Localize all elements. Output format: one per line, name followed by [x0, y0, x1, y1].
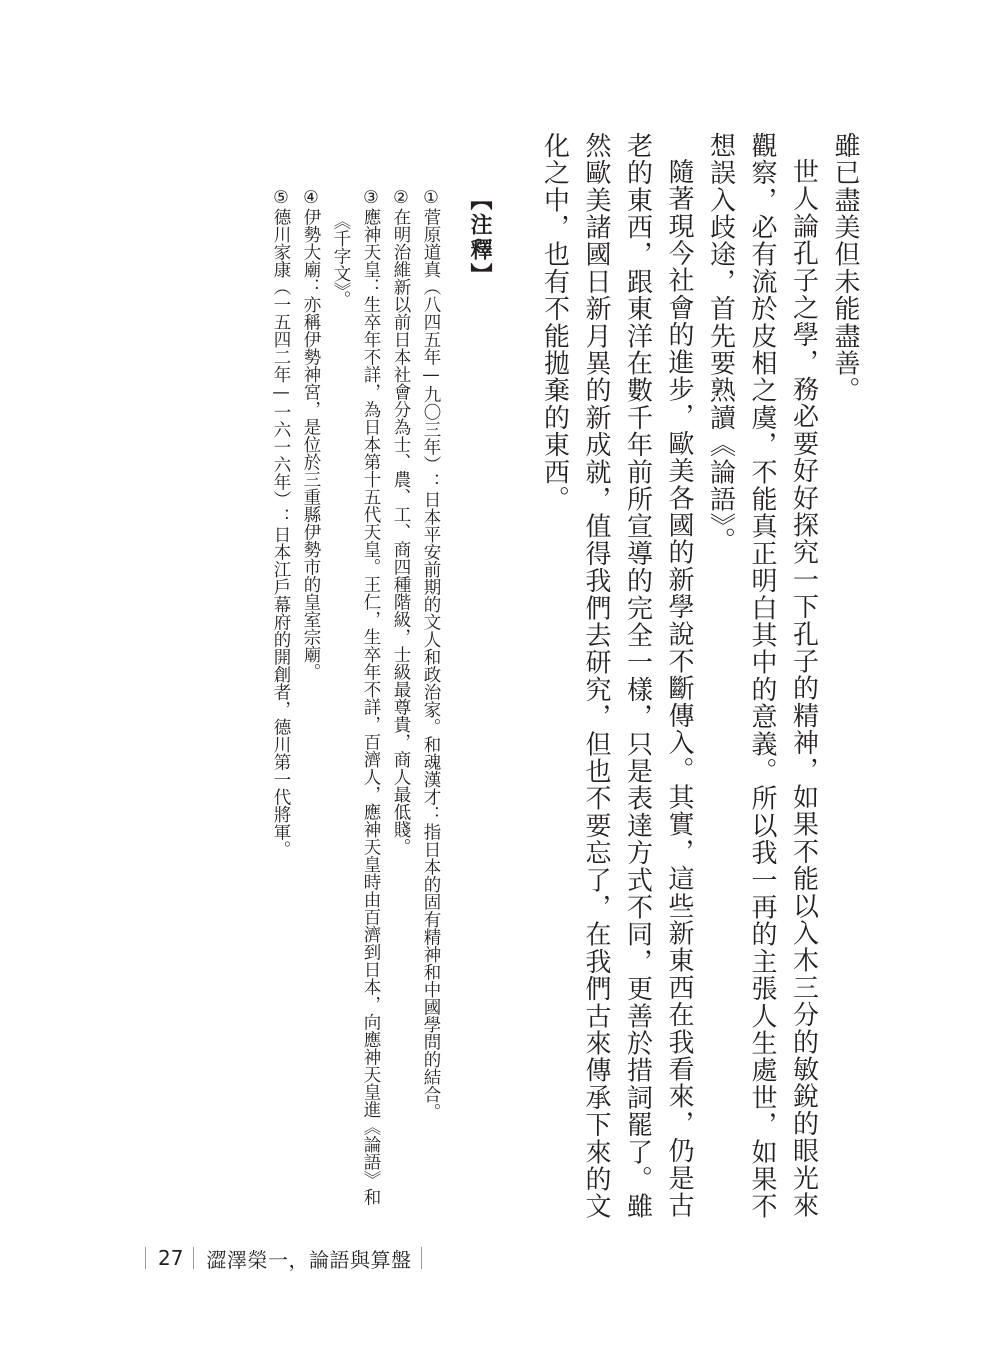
note-number: ⑤	[271, 188, 291, 208]
note-text: 菅原道真（八四五年—九〇三年）：日本平安前期的文人和政治家。和魂漢才：指日本的固有精神和中國學問的結合。	[421, 208, 441, 1121]
body-paragraph-2: 世人論孔子之學，務必要好好探究一下孔子的精神，如果不能以入木三分的敏銳的眼光來觀察，必有流於皮相之虞，不能真正明白其中的意義。所以我一再的主張人生處世，如果不想誤入歧途，首先要熟讀《論語》。	[705, 132, 819, 1220]
note-text: 德川家康（一五四二年—一六一六年）：日本江戶幕府的開創者，德川第一代將軍。	[271, 208, 291, 858]
page-number: 27	[158, 1246, 184, 1270]
notes-heading: 【注釋】	[467, 188, 492, 288]
note-item	[266, 188, 296, 1218]
footer-divider-middle	[193, 1247, 194, 1269]
note-number: ③	[361, 188, 381, 208]
footer-divider-right	[421, 1247, 422, 1269]
note-text: 在明治維新以前日本社會分為士、農、工、商四種階級，士級最尊貴，商人最低賤。	[391, 208, 411, 856]
body-paragraph-1: 雖已盡美但未能盡善。	[830, 132, 860, 404]
note-number: ①	[421, 188, 441, 208]
footer-divider-left	[145, 1247, 146, 1269]
note-item	[416, 188, 446, 1218]
book-title: 澀澤榮一，論語與算盤	[206, 1247, 412, 1272]
note-text: 應神天皇：生卒年不詳，為日本第十五代天皇。王仁，生卒年不詳，百濟人，應神天皇時由百濟到日本，向應神天皇進《論語》和《千字文》。	[331, 208, 381, 1206]
notes-section	[178, 188, 494, 1218]
note-item	[326, 188, 386, 1218]
body-text	[505, 132, 865, 1222]
note-item	[296, 188, 326, 1218]
note-number: ②	[391, 188, 411, 208]
page-footer	[145, 1243, 422, 1273]
note-text: 伊勢大廟：亦稱伊勢神宮，是位於三重縣伊勢市的皇室宗廟。	[301, 208, 321, 681]
body-paragraph-3: 隨著現今社會的進步，歐美各國的新學說不斷傳入。其實，這些新東西在我看來，仍是古老的東西，跟東洋在數千年前所宣導的完全一樣，只是表達方式不同，更善於措詞罷了。雖然歐美諸國日新月異的新成就，值得我們去研究，但也不要忘了，在我們古來傳承下來的文化之中，也有不能拋棄的東西。	[539, 132, 694, 1220]
note-item	[386, 188, 416, 1218]
note-number: ④	[301, 188, 321, 208]
